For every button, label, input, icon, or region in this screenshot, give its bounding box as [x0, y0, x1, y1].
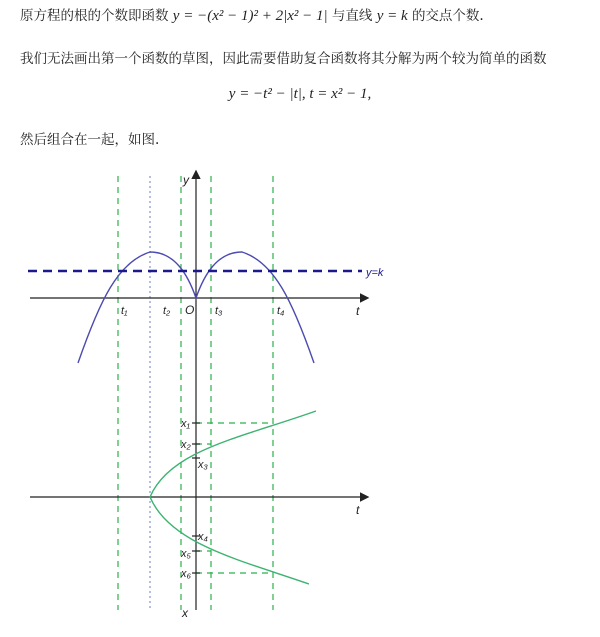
combine-sentence: 然后组合在一起，如图.	[20, 132, 160, 148]
intro-prefix: 原方程的根的个数即函数	[20, 8, 169, 24]
t3-label: t₃	[215, 305, 223, 317]
bottom-t-axis-label: t	[356, 503, 360, 517]
intro-mid: 与直线	[331, 8, 373, 24]
explanation-sentence: 我们无法画出第一个函数的草图，因此需要借助复合函数将其分解为两个较为简单的函数	[20, 51, 547, 67]
x4-label: x₄	[198, 531, 208, 543]
x1-label: x₁	[181, 418, 190, 430]
origin-label: O	[185, 303, 195, 317]
y-axis-label: y	[183, 173, 189, 187]
x2-label: x₂	[181, 439, 191, 451]
t2-label: t₂	[163, 305, 171, 317]
line-formula: y = k	[376, 8, 408, 24]
t1-label: t₁	[121, 305, 128, 317]
decomposition-formula: y = −t² − |t|, t = x² − 1,	[228, 86, 372, 102]
x6-label: x₆	[181, 568, 191, 580]
x5-label: x₅	[181, 548, 191, 560]
t4-label: t₄	[277, 305, 285, 317]
intro-suffix: 的交点个数.	[411, 8, 484, 24]
x-axis-label: x	[182, 606, 188, 620]
function-formula: y = −(x² − 1)² + 2|x² − 1|	[172, 8, 328, 24]
line-k-label: y=k	[366, 267, 384, 279]
top-t-axis-label: t	[356, 304, 360, 318]
x3-label: x₃	[198, 459, 208, 471]
